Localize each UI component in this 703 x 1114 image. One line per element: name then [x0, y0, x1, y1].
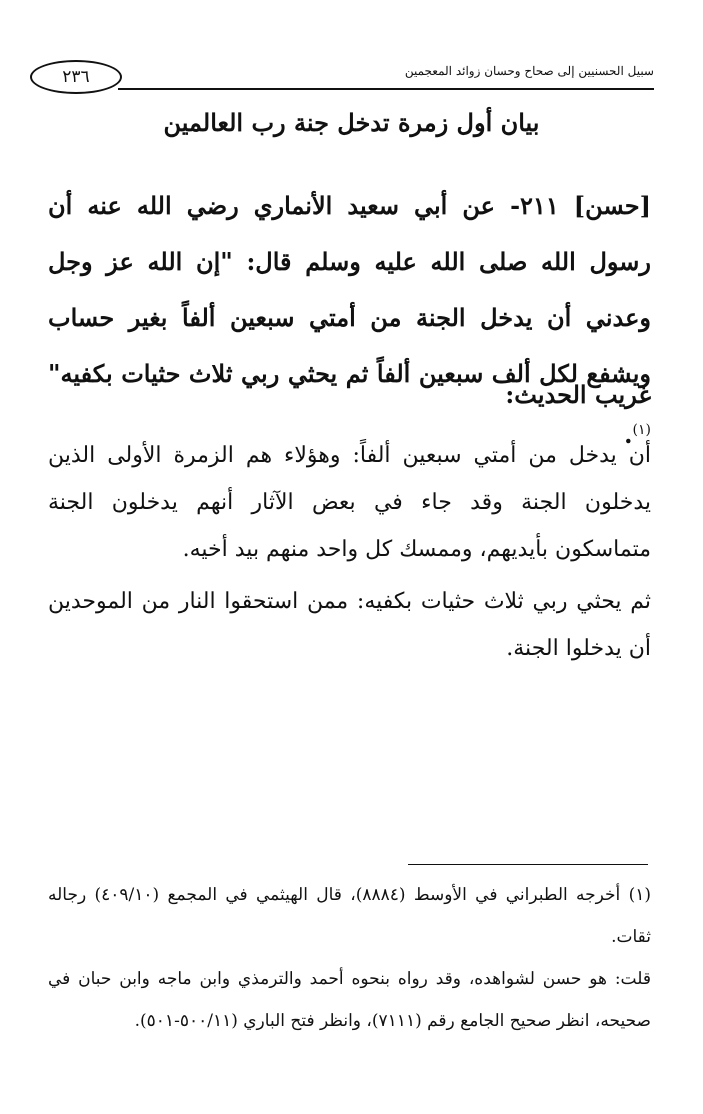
- gharib-paragraph-2: ثم يحثي ربي ثلاث حثيات بكفيه: ممن استحقوا النار من الموحدين أن يدخلوا الجنة.: [48, 589, 651, 661]
- hadith-end: .: [624, 420, 633, 449]
- gharib-paragraph-1: أن يدخل من أمتي سبعين ألفاً: وهؤلاء هم الزمرة الأولى الذين يدخلون الجنة وقد جاء في بعض الآثار أنهم يدخلون الجنة متماسكون بأيديهم، وممسك كل واحد منهم بيد أخيه.: [48, 443, 651, 562]
- page-number: ٢٣٦: [30, 60, 122, 94]
- hadith-text: [48, 178, 651, 463]
- gharib-heading: غريب الحديث:: [505, 380, 651, 409]
- footnote-2: قلت: هو حسن لشواهده، وقد رواه بنحوه أحمد والترمذي وابن ماجه وابن حبان في صحيحه، انظر صحيح الجامع رقم (٧١١١)، وانظر فتح الباري (٥٠٠/١١-٥٠١).: [48, 969, 651, 1031]
- running-title: سبيل الحسنيين إلى صحاح وحسان زوائد المعجمين: [404, 64, 654, 78]
- footnote-1: (١) أخرجه الطبراني في الأوسط (٨٨٨٤)، قال الهيثمي في المجمع (٤٠٩/١٠) رجاله ثقات.: [48, 885, 651, 947]
- page-header: [28, 58, 654, 96]
- footnote-separator: [408, 864, 648, 865]
- chapter-title: بيان أول زمرة تدخل جنة رب العالمين: [163, 108, 540, 137]
- header-rule: [118, 88, 654, 90]
- footnote-reference: (١): [632, 422, 651, 438]
- hadith-body: [حسن] ٢١١- عن أبي سعيد الأنماري رضي الله عنه أن رسول الله صلى الله عليه وسلم قال: "إن الله عز وجل وعدني أن يدخل الجنة من أمتي سبعين ألفاً بغير حساب ويشفع لكل ألف سبعين ألفاً ثم يحثي ربي ثلاث حثيات بكفيه": [48, 191, 651, 388]
- footnotes: [48, 874, 651, 1042]
